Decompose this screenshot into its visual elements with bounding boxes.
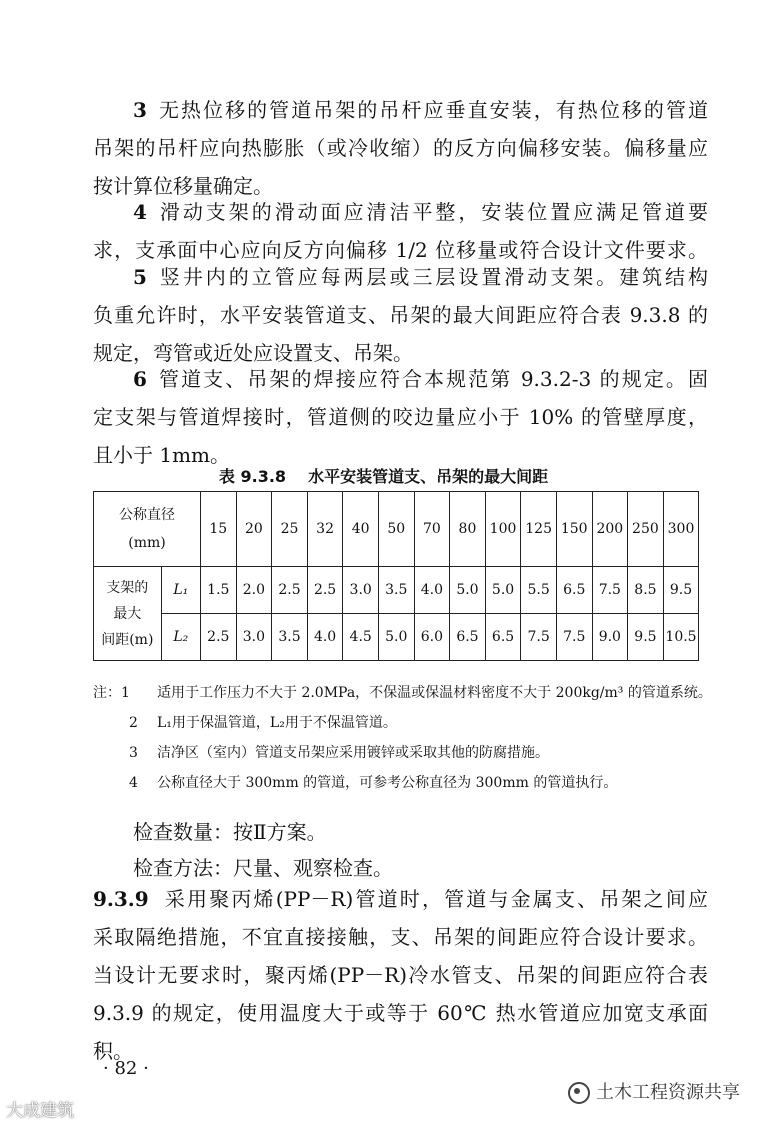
spacing-table — [93, 491, 699, 661]
value-cell: 2.0 — [236, 567, 272, 614]
table-caption-number: 表 9.3.8 — [218, 467, 287, 486]
table-row-l2 — [94, 614, 699, 661]
value-cell: 9.5 — [628, 614, 664, 661]
watermark-right-text: 土木工程资源共享 — [596, 1082, 740, 1103]
paragraph-line: 滑动支架的滑动面应清洁平整，安装位置应满足管道要 — [156, 200, 708, 224]
value-cell: 10.5 — [663, 614, 699, 661]
value-cell: 6.5 — [556, 567, 592, 614]
note-number: 2 — [129, 715, 138, 731]
value-cell: 9.5 — [663, 567, 699, 614]
note-text: L₁用于保温管道，L₂用于不保温管道。 — [157, 715, 397, 731]
value-cell: 3.0 — [236, 614, 272, 661]
table-notes — [93, 678, 713, 798]
diameter-cell: 25 — [272, 492, 308, 567]
diameter-cell: 50 — [378, 492, 414, 567]
value-cell: 6.5 — [485, 614, 521, 661]
value-cell: 9.0 — [592, 614, 628, 661]
note-item — [93, 738, 713, 768]
note-number: 3 — [129, 745, 138, 761]
section-line: 9.3.9 的规定，使用温度大于或等于 60℃ 热水管道应加宽支承面 — [93, 1001, 708, 1025]
table-row-l1 — [94, 567, 699, 614]
value-cell: 6.5 — [450, 614, 486, 661]
paragraph-line: 规定，弯管或近处应设置支、吊架。 — [93, 341, 413, 365]
section-line: 采取隔绝措施，不宜直接接触，支、吊架的间距应符合设计要求。 — [93, 925, 708, 949]
value-cell: 3.5 — [272, 614, 308, 661]
note-item — [93, 708, 713, 738]
table-caption-title: 水平安装管道支、吊架的最大间距 — [308, 467, 549, 486]
wechat-icon — [568, 1082, 590, 1104]
section-line: 积。 — [93, 1039, 133, 1063]
row-label-l2: L₂ — [161, 614, 200, 661]
note-text: 洁净区（室内）管道支吊架应采用镀锌或采取其他的防腐措施。 — [157, 745, 549, 761]
diameter-cell: 150 — [556, 492, 592, 567]
value-cell: 3.5 — [378, 567, 414, 614]
diameter-cell: 70 — [414, 492, 450, 567]
diameter-cell: 32 — [307, 492, 343, 567]
watermark-right — [568, 1078, 740, 1104]
note-item — [93, 768, 713, 798]
value-cell: 5.0 — [378, 614, 414, 661]
paragraph-line: 按计算位移量确定。 — [93, 174, 273, 198]
section-number: 9.3.9 — [93, 887, 149, 911]
watermark-left-text: 大成建筑 — [6, 1101, 74, 1121]
paragraph-number: 4 — [133, 200, 147, 224]
section-9-3-9 — [93, 880, 708, 1070]
paragraph-line: 竖井内的立管应每两层或三层设置滑动支架。建筑结构 — [156, 265, 708, 289]
value-cell: 5.5 — [521, 567, 557, 614]
watermark-left — [6, 1096, 74, 1121]
check-method: 检查方法：尺量、观察检查。 — [133, 856, 393, 880]
diameter-cell: 40 — [343, 492, 379, 567]
row-label-l1: L₁ — [161, 567, 200, 614]
diameter-cell: 20 — [236, 492, 272, 567]
value-cell: 2.5 — [201, 614, 237, 661]
paragraph-5 — [93, 258, 708, 372]
note-number: 1 — [121, 685, 130, 701]
paragraph-number: 3 — [133, 98, 147, 122]
paragraph-line: 负重允许时，水平安装管道支、吊架的最大间距应符合表 9.3.8 的 — [93, 303, 708, 327]
table-header-row — [94, 492, 699, 567]
table-caption — [0, 464, 767, 487]
note-item — [93, 678, 713, 708]
value-cell: 7.5 — [556, 614, 592, 661]
note-text: 适用于工作压力不大于 2.0MPa，不保温或保温材料密度不大于 200kg/m³ 的管道系统。 — [157, 685, 712, 701]
paragraph-number: 6 — [133, 367, 147, 391]
value-cell: 7.5 — [592, 567, 628, 614]
diameter-cell: 80 — [450, 492, 486, 567]
paragraph-3 — [93, 91, 708, 205]
notes-label: 注： — [93, 685, 121, 701]
diameter-cell: 15 — [201, 492, 237, 567]
note-number: 4 — [129, 775, 138, 791]
value-cell: 2.5 — [307, 567, 343, 614]
value-cell: 8.5 — [628, 567, 664, 614]
value-cell: 3.0 — [343, 567, 379, 614]
value-cell: 4.0 — [414, 567, 450, 614]
diameter-cell: 125 — [521, 492, 557, 567]
paragraph-line: 且小于 1mm。 — [93, 443, 231, 467]
value-cell: 4.5 — [343, 614, 379, 661]
value-cell: 6.0 — [414, 614, 450, 661]
paragraph-6 — [93, 360, 708, 474]
value-cell: 7.5 — [521, 614, 557, 661]
paragraph-number: 5 — [133, 265, 147, 289]
paragraph-line: 定支架与管道焊接时，管道侧的咬边量应小于 10% 的管壁厚度， — [93, 405, 708, 429]
value-cell: 4.0 — [307, 614, 343, 661]
value-cell: 1.5 — [201, 567, 237, 614]
paragraph-line: 管道支、吊架的焊接应符合本规范第 9.3.2-3 的规定。固 — [156, 367, 708, 391]
section-line: 当设计无要求时，聚丙烯(PP－R)冷水管支、吊架的间距应符合表 — [93, 963, 708, 987]
diameter-cell: 100 — [485, 492, 521, 567]
paragraph-line: 无热位移的管道吊架的吊杆应垂直安装，有热位移的管道 — [156, 98, 708, 122]
note-text: 公称直径大于 300mm 的管道，可参考公称直径为 300mm 的管道执行。 — [157, 775, 618, 791]
diameter-cell: 250 — [628, 492, 664, 567]
section-line: 采用聚丙烯(PP－R)管道时，管道与金属支、吊架之间应 — [162, 887, 708, 911]
spacing-label-cell: 支架的 最大 间距(m) — [94, 567, 162, 661]
diameter-cell: 200 — [592, 492, 628, 567]
page-number: · 82 · — [103, 1058, 149, 1079]
value-cell: 2.5 — [272, 567, 308, 614]
diameter-cell: 300 — [663, 492, 699, 567]
value-cell: 5.0 — [450, 567, 486, 614]
check-quantity: 检查数量：按Ⅱ方案。 — [133, 820, 327, 844]
paragraph-line: 求，支承面中心应向反方向偏移 1/2 位移量或符合设计文件要求。 — [93, 238, 708, 262]
paragraph-line: 吊架的吊杆应向热膨胀（或冷收缩）的反方向偏移安装。偏移量应 — [93, 136, 708, 160]
value-cell: 5.0 — [485, 567, 521, 614]
diameter-header-cell: 公称直径 (mm) — [94, 492, 201, 567]
